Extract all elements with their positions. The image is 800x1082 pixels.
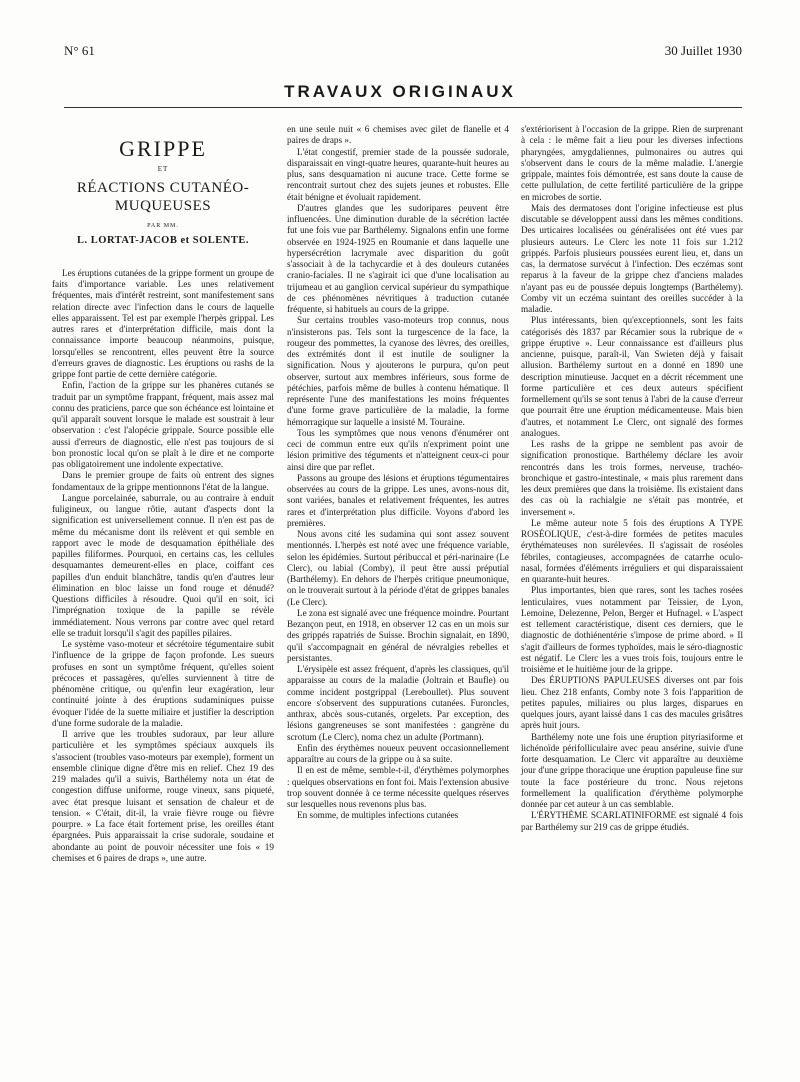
header-rule: [64, 107, 742, 108]
issue-date: 30 Juillet 1930: [664, 43, 742, 58]
paragraph: Plus intéressants, bien qu'exceptionnels, sont les faits catégorisés dès 1837 par Récamier sous la rubrique de « grippe éruptive ». Leur connaissance est d'ailleurs plus ancienne, puisque, paraît-il, Van Swieten déjà y faisait allusion. Barthélemy surtout en a donné en 1890 une description minutieuse. Jacquet en a décrit récemment une forme particulière et ces deux auteurs spécifient formellement qu'ils se sont tenus à l'abri de la cause d'erreur que pourrait être une éruption médicamenteuse. Mais bien d'autres, et notamment Le Clerc, ont signalé des formes analogues.: [521, 315, 743, 438]
paragraph: Tous les symptômes que nous venons d'énumérer ont ceci de commun entre eux qu'ils n'expriment point une lésion primitive des téguments et n'atteignent ceux-ci pour ainsi dire que par reflet.: [287, 427, 509, 472]
paragraph: Des ÉRUPTIONS PAPULEUSES diverses ont par fois lieu. Chez 218 enfants, Comby note 3 fois l'apparition de petites papules, miliaires ou plus larges, disparues en quelques jours, ayant laissé dans 1 cas des macules grisâtres après huit jours.: [521, 675, 743, 731]
article-title: GRIPPE: [119, 136, 207, 161]
paragraph: L'état congestif, premier stade de la poussée sudorale, disparaissait en vingt-quatre heures, quarante-huit heures au plus, sans desquamation ni aucune trace. Cette forme se rencontrait surtout chez des sujets jeunes et robustes. Elle était bénigne et évoluait rapidement.: [287, 146, 509, 202]
paragraph: en une seule nuit « 6 chemises avec gilet de flanelle et 4 paires de draps ».: [287, 124, 509, 146]
article-authors: L. LORTAT-JACOB et SOLENTE.: [77, 234, 249, 246]
article-conjunction: ET: [157, 165, 169, 173]
paragraph: Les éruptions cutanées de la grippe forment un groupe de faits d'importance variable. Les unes relativement fréquentes, mais d'intérêt restreint, sont manifestement sans relation directe avec l'infection dans le cours de laquelle elles apparaissent. Tel est par exemple l'herpès grippal. Les autres rares et d'interprétation difficile, mais dont la connaissance importe beaucoup néanmoins, puisque, lorsqu'elles se rencontrent, elles peuvent être la source d'erreurs graves de diagnostic. Les éruptions ou rashs de la grippe font partie de cette dernière catégorie.: [52, 267, 274, 379]
paragraph: Les rashs de la grippe ne semblent pas avoir de signification pronostique. Barthélemy déclare les avoir rencontrés dans les trois formes, nerveuse, trachéo-bronchique et gastro-intestinale, « mais plus rarement dans les deux premières que dans la troisième. Ils existaient dans des cas où la rachialgie ne s'était pas montrée, et inversement ».: [521, 439, 743, 517]
paragraph: Mais des dermatoses dont l'origine infectieuse est plus discutable se développent aussi dans les mêmes conditions. Des urticaires localisées ou généralisées ont été vues par plusieurs auteurs. Le Clerc les note 11 fois sur 1.212 grippés. Parfois plusieurs poussées eurent lieu, et, dans un cas, la dermatose survécut à l'infection. Des eczémas sont reparus à la faveur de la grippe chez d'anciens malades n'ayant pas eu de poussée depuis longtemps (Barthélemy). Comby vit un eczéma suintant des oreilles succéder à la maladie.: [521, 202, 743, 314]
paragraph: Plus importantes, bien que rares, sont les taches rosées lenticulaires, vues notamment par Teissier, de Lyon, Lemoine, Delezenne, Pelon, Berger et Hufnagel. « L'aspect est tellement caractéristique, disent ces derniers, que le diagnostic de dothiénentérie s'impose de prime abord. » Il s'agit d'ailleurs de formes typhoïdes, mais le séro-diagnostic est négatif. Le Clerc les a vues trois fois, toujours entre le troisième et le huitième jour de la grippe.: [521, 585, 743, 674]
paragraph: En somme, de multiples infections cutanées: [297, 810, 459, 821]
issue-number: N° 61: [64, 43, 95, 58]
paragraph: Dans le premier groupe de faits où entrent des signes fondamentaux de la grippe mentionnons l'état de la langue.: [52, 470, 274, 492]
article-subtitle: RÉACTIONS CUTANÉO-MUQUEUSES: [76, 180, 250, 215]
paragraph: Nous avons cité les sudamina qui sont assez souvent mentionnés. L'herpès est noté avec une fréquence variable, selon les épidémies. Surtout péribuccal et péri-narinaire (Le Clerc), ou labial (Comby), il peut être aussi préputial (Barthélemy). En dehors de l'herpès critique pneumonique, on le trouverait surtout à la période d'état de grippes banales (Le Clerc).: [287, 529, 509, 607]
column-2: [287, 124, 509, 822]
paragraph: Langue porcelainée, saburrale, ou au contraire à enduit fuligineux, ou langue rôtie, autant d'aspects dont la signification est universellement connue. Il n'en est pas de même du mécanisme dont ils relèvent et qui semble en rapport avec le mode de desquamation épithéliale des papilles filiformes. Pourquoi, en certains cas, les cellules desquamantes demeurent-elles en place, coiffant ces papilles d'un enduit blanchâtre, tandis qu'en d'autres leur élimination en bloc laisse un fond rouge et dénudé? Questions difficiles à résoudre. Quoi qu'il en soit, ici l'imprégnation toxique de la papille se révèle immédiatement. Nous verrons par contre avec quel retard elle se traduit lorsqu'il s'agit des papilles pilaires.: [52, 492, 274, 638]
article-by: PAR MM.: [147, 223, 179, 230]
paragraph: Il arrive que les troubles sudoraux, par leur allure particulière et les symptômes spéciaux auxquels ils s'associent (troubles vaso-moteurs par exemple), forment un ensemble clinique digne d'être mis en relief. Chez 19 des 219 malades qu'il a suivis, Barthélemy nota un état de congestion diffuse uniforme, rouge vineux, sans piqueté, avec état presque luisant et sensation de chaleur et de tension. « C'était, dit-il, la vraie fièvre rouge ou fièvre pourpre. » La face était fortement prise, les oreilles étant épargnées. Puis apparaissait la crise sudorale, soudaine et abondante au point de pouvoir nécessiter une fois « 19 chemises et 6 paires de draps », une autre.: [52, 729, 274, 863]
column-3: [521, 124, 743, 833]
article-heading: [52, 136, 274, 246]
paragraph: Le même auteur note 5 fois des éruptions A TYPE ROSÉOLIQUE, c'est-à-dire formées de petites macules érythémateuses non surélevées. Il s'agissait de roséoles fébriles, contagieuses, accompagnées de catarrhe oculo-nasal, formées d'éléments irréguliers et qui disparaissaient en quarante-huit heures.: [521, 517, 743, 584]
paragraph: Le système vaso-moteur et sécrétoire tégumentaire subit l'influence de la grippe de façon profonde. Les sueurs profuses en sont un symptôme fréquent, qu'elles soient précoces et passagères, qu'elles surviennent à titre de phénomène critique, ou qu'enfin leur exagération, leur continuité jointe à des éruptions sudaminiques puisse évoquer l'idée de la suette miliaire et justifier la description d'une forme sudorale de la maladie.: [52, 639, 274, 728]
paragraph: D'autres glandes que les sudoripares peuvent être influencées. Une diminution durable de la sécrétion lactée fut une fois vue par Barthélemy. Signalons enfin une forme observée en 1924-1925 en Roumanie et dans laquelle une hypersécrétion lacrymale avec disparition du goût s'associait à de la tachycardie et à des douleurs cutanées cranio-faciales. Il ne s'agirait ici que d'une localisation au trijumeau et au ganglion cervical supérieur du sympathique de ces phénomènes névritiques à traduction cutanée fréquente, si habituels au cours de la grippe.: [287, 202, 509, 314]
paragraph: Enfin des érythèmes noueux peuvent occasionnellement apparaître au cours de la grippe ou à sa suite.: [287, 742, 509, 764]
paragraph: L'ÉRYTHÈME SCARLATINIFORME est signalé 4 fois par Barthélemy sur 219 cas de grippe étudiés.: [521, 810, 743, 832]
paragraph: Passons au groupe des lésions et éruptions tégumentaires observées au cours de la grippe. Les unes, avons-nous dit, sont variées, banales et relativement fréquentes, les autres rares et d'interprétation plus difficile. Voyons d'abord les premières.: [287, 472, 509, 528]
paragraph: Sur certains troubles vaso-moteurs trop connus, nous n'insisterons pas. Tels sont la turgescence de la face, la rougeur des pommettes, la cyanose des lèvres, des oreilles, des extrémités dont il est inutile de souligner la signification. Nous y ajouterons le purpura, qu'on peut observer, surtout aux membres inférieurs, sous forme de pétéchies, parfois même de bulles à contenu hématique. Il représente l'une des manifestations les moins fréquentes d'une forme grave particulière de la maladie, la forme hémorragique sur laquelle a insisté M. Touraine.: [287, 315, 509, 427]
paragraph: Le zona est signalé avec une fréquence moindre. Pourtant Bezançon peut, en 1918, en observer 12 cas en un mois sur des grippés rapatriés de Suisse. Brochin signalait, en 1890, qu'il s'accompagnait en général de névralgies rebelles et persistantes.: [287, 607, 509, 663]
column-1: [52, 118, 274, 864]
paragraph: L'érysipèle est assez fréquent, d'après les classiques, qu'il apparaisse au cours de la maladie (Joltrain et Baufle) ou comme incident postgrippal (Lereboullet). Plus souvent encore s'observent des suppurations cutanées. Furoncles, anthrax, abcès sous-cutanés, orgelets. Par exception, des lésions gangreneuses se sont manifestées : gangrène du scrotum (Le Clerc), noma chez un adulte (Portmann).: [287, 664, 509, 742]
section-title: TRAVAUX ORIGINAUX: [284, 82, 516, 101]
page-header: [64, 43, 742, 59]
paragraph: Enfin, l'action de la grippe sur les phanères cutanés se traduit par un symptôme frappant, fréquent, mais assez mal connu des praticiens, parce que son échéance est lointaine et qu'il apparaît souvent lorsque le malade est soustrait à leur observation : c'est l'alopécie grippale. Source possible elle aussi d'erreurs de diagnostic, elle n'est pas toujours de si bon pronostic local qu'on se plaît à le dire et ne comporte pas obligatoirement une indolente expectative.: [52, 380, 274, 469]
paragraph: Il en est de même, semble-t-il, d'érythèmes polymorphes : quelques observations en font foi. Mais l'extension abusive trop souvent donnée à ce terme nécessite quelques réserves sur lesquelles nous revenons plus bas.: [287, 765, 509, 809]
paragraph: s'extériorisent à l'occasion de la grippe. Rien de surprenant à cela : le même fait a lieu pour les diverses infections pharyngées, amygdaliennes, pulmonaires ou autres qui s'observent dans le cours de la même maladie. L'anergie grippale, maintes fois démontrée, est sans doute la cause de cette pullulation, de cette fertilité particulière de la grippe en microbes de sortie.: [521, 124, 743, 202]
paragraph: Barthélemy note une fois une éruption pityriasiforme et lichénoïde périfolliculaire avec peau ansérine, suivie d'une forte desquamation. Le Clerc vit apparaître au deuxième jour d'une grippe thoracique une éruption papuleuse fine sur toute la face postérieure du tronc. Nous rejetons formellement la qualification d'érythème polymorphe donnée par cet auteur à un cas semblable.: [521, 731, 743, 809]
